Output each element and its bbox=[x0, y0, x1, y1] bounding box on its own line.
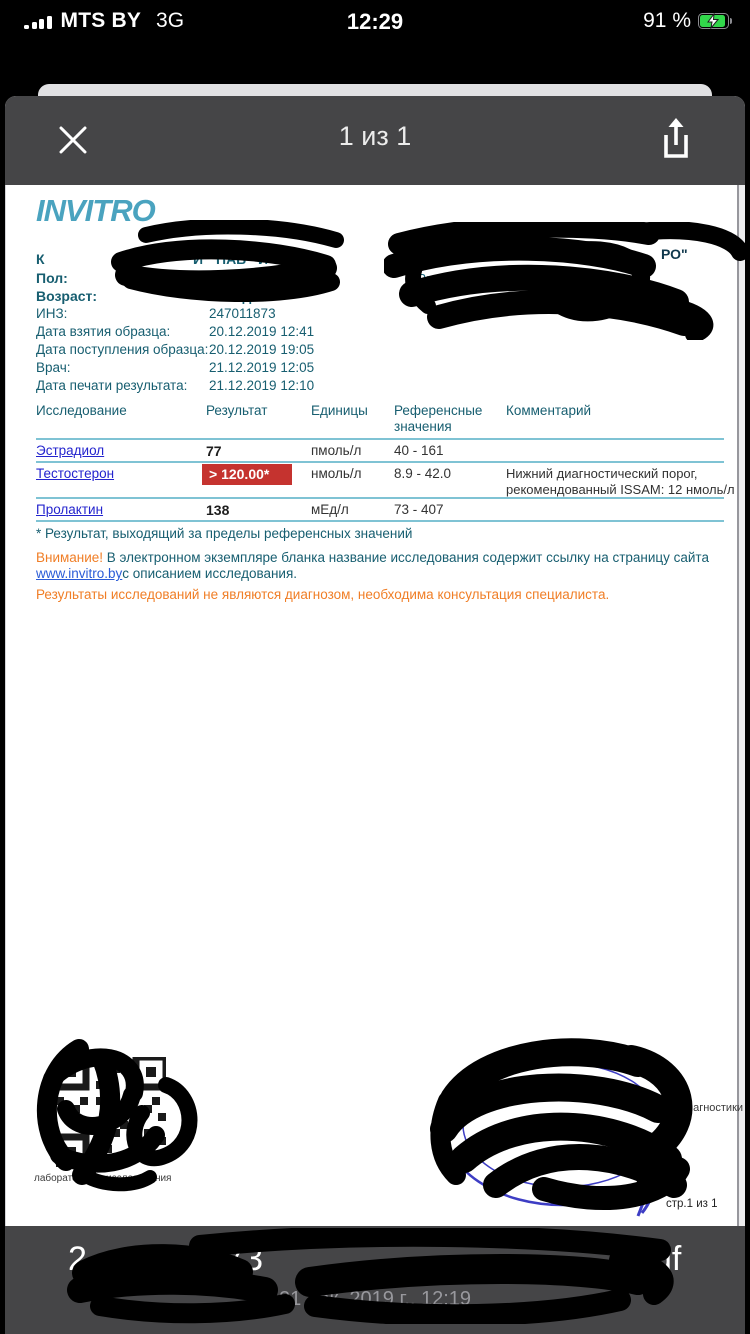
invitro-site-link[interactable]: www.invitro.by bbox=[36, 566, 123, 581]
info-value: 20.12.2019 19:05 bbox=[209, 342, 315, 357]
reference-range: 40 - 161 bbox=[394, 443, 444, 458]
disclaimer-text: Результаты исследований не являются диагнозом, необходима консультация специалиста. bbox=[36, 587, 610, 602]
patient-name-fragment-2: Й bbox=[193, 251, 204, 267]
table-rule bbox=[36, 520, 724, 522]
info-value: 247011873 bbox=[209, 306, 276, 321]
redaction-scribble bbox=[384, 222, 745, 340]
out-of-range-result-badge: > 120.00* bbox=[202, 464, 292, 485]
result-value: 77 bbox=[206, 443, 222, 459]
column-header: Исследование bbox=[36, 403, 127, 418]
column-header: Результат bbox=[206, 403, 268, 418]
share-icon bbox=[659, 116, 693, 162]
warning-line-2 bbox=[36, 565, 297, 583]
table-rule bbox=[36, 461, 724, 463]
info-value: 21.12.2019 12:05 bbox=[209, 360, 315, 375]
warning-text: В электронном экземпляре бланка название исследования содержит ссылку на страницу сайта bbox=[103, 550, 709, 565]
result-value: 138 bbox=[206, 502, 230, 518]
info-value: 21.12.2019 12:10 bbox=[209, 378, 315, 393]
page-number-label: стр.1 из 1 bbox=[666, 1198, 718, 1210]
reference-range: 8.9 - 42.0 bbox=[394, 466, 452, 481]
table-rule bbox=[36, 497, 724, 499]
org-address-fragment: д. 103 bbox=[571, 272, 607, 286]
units-value: нмоль/л bbox=[311, 466, 362, 481]
file-info-bar bbox=[5, 1226, 745, 1334]
page-count-title: 1 из 1 bbox=[338, 121, 412, 151]
document-viewer-sheet bbox=[5, 96, 745, 1334]
age-value: 31 год bbox=[209, 288, 252, 304]
test-name-link[interactable]: Эстрадиол bbox=[36, 443, 105, 458]
share-button[interactable] bbox=[659, 116, 693, 162]
redaction-scribble bbox=[60, 1228, 705, 1324]
qr-caption: лабораторного исследования bbox=[34, 1173, 172, 1184]
clock: 12:29 bbox=[346, 9, 404, 34]
test-name-link[interactable]: Пролактин bbox=[36, 502, 104, 517]
info-label: Дата взятия образца: bbox=[36, 324, 171, 339]
patient-name-fragment-3: ПАВ bbox=[216, 251, 247, 267]
sex-label: Пол: bbox=[36, 270, 68, 286]
redaction-scribble bbox=[101, 220, 351, 310]
footnote: * Результат, выходящий за пределы референсных значений bbox=[36, 526, 413, 541]
table-rule bbox=[36, 438, 724, 440]
info-label: Дата поступления образца: bbox=[36, 342, 209, 357]
invitro-logo: INVITRO bbox=[36, 193, 155, 228]
units-value: пмоль/л bbox=[311, 443, 362, 458]
warning-tail: с описанием исследования. bbox=[122, 566, 298, 581]
battery-percent-label: 91 % bbox=[643, 9, 691, 32]
patient-name-fragment-4: ИЧ bbox=[258, 251, 278, 267]
info-label: Врач: bbox=[36, 360, 71, 375]
carrier-label: MTS BY bbox=[60, 9, 142, 32]
info-label: Дата печати результата: bbox=[36, 378, 188, 393]
units-value: мЕд/л bbox=[311, 502, 349, 517]
filename-fragment: 11873 bbox=[171, 1240, 264, 1278]
info-label: ИНЗ: bbox=[36, 306, 68, 321]
battery-charging-icon bbox=[698, 13, 732, 29]
document-page[interactable] bbox=[5, 185, 745, 1226]
redaction-scribble bbox=[24, 1037, 204, 1197]
patient-name-fragment: К bbox=[36, 251, 45, 267]
info-value: 20.12.2019 12:41 bbox=[209, 324, 315, 339]
org-address-fragment: Вит bbox=[418, 272, 440, 286]
age-label: Возраст: bbox=[36, 288, 98, 304]
reference-range: 73 - 407 bbox=[394, 502, 444, 517]
column-header: Комментарий bbox=[506, 403, 592, 418]
warning-label: Внимание! bbox=[36, 550, 104, 565]
filename-fragment: df bbox=[653, 1240, 682, 1278]
viewer-header bbox=[5, 96, 745, 185]
comment-cell: Нижний диагностический порог, рекомендованный ISSAM: 12 нмоль/л bbox=[506, 466, 735, 497]
status-bar bbox=[0, 0, 750, 44]
network-type-label: 3G bbox=[156, 9, 185, 32]
column-header: Единицы bbox=[311, 403, 368, 418]
column-header: Референсные значения bbox=[394, 403, 483, 434]
redaction-scribble bbox=[426, 1037, 718, 1215]
filename-fragment: 2 bbox=[68, 1240, 87, 1278]
stamp-text-fragment: рной диагностики bbox=[653, 1102, 744, 1114]
page-edge-gutter bbox=[737, 185, 745, 1226]
org-name-fragment: РО" bbox=[661, 246, 688, 262]
file-date-label: 21 дек. 2019 г., 12:19 bbox=[278, 1288, 472, 1310]
test-name-link[interactable]: Тестостерон bbox=[36, 466, 115, 481]
